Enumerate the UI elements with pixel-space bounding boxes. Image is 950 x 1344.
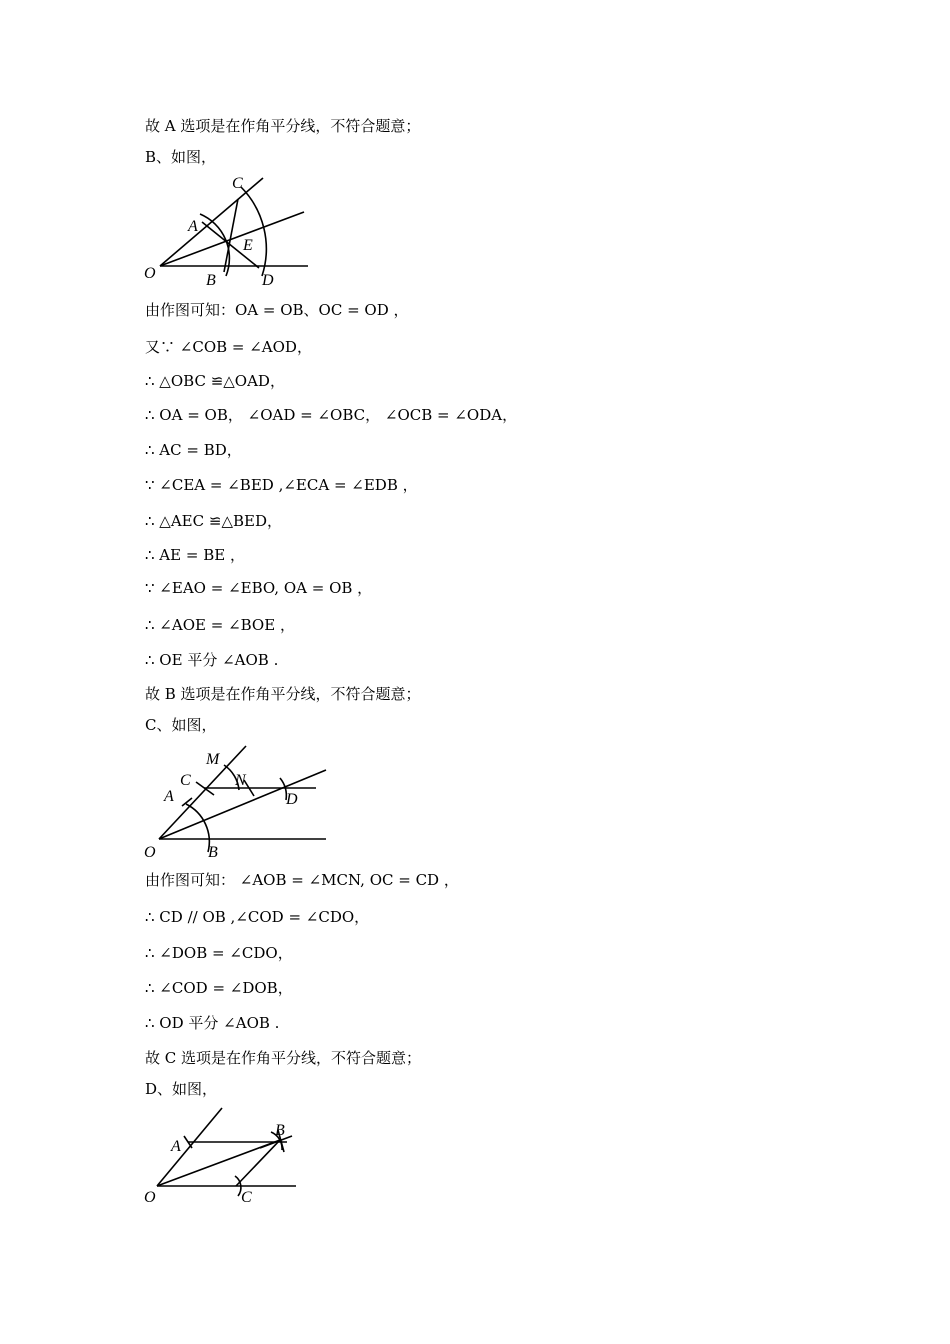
text-line-18: ∴ ∠DOB = ∠CDO， <box>145 944 293 962</box>
ray-oe <box>160 212 304 266</box>
text-line-10: ∴ AE = BE ， <box>145 546 245 564</box>
label-o: O <box>144 844 156 861</box>
label-b: B <box>275 1122 285 1139</box>
label-n: N <box>235 772 246 789</box>
text-line-11: ∵ ∠EAO = ∠EBO, OA = OB ， <box>145 579 373 597</box>
text-line-3: 由作图可知：OA = OB、OC = OD ， <box>145 301 409 319</box>
segment-bc <box>236 1140 280 1186</box>
text-line-22: D、如图， <box>145 1080 218 1098</box>
text-line-16: 由作图可知： ∠AOB = ∠MCN, OC = CD ， <box>145 871 459 889</box>
label-a: A <box>188 218 198 235</box>
label-c: C <box>241 1189 252 1206</box>
label-b: B <box>206 272 216 289</box>
figure-c <box>140 740 340 865</box>
text-line-14: 故 B 选项是在作角平分线，不符合题意； <box>145 685 421 703</box>
label-a: A <box>171 1138 181 1155</box>
label-a: A <box>164 788 174 805</box>
text-line-2: B、如图， <box>145 148 217 166</box>
label-o: O <box>144 1189 156 1206</box>
label-e: E <box>243 237 253 254</box>
figure-b <box>140 172 320 292</box>
text-line-15: C、如图， <box>145 716 217 734</box>
text-line-5: ∴ △OBC ≌△OAD， <box>145 372 285 390</box>
label-d: D <box>262 272 274 289</box>
text-line-21: 故 C 选项是在作角平分线，不符合题意； <box>145 1049 422 1067</box>
text-line-13: ∴ OE 平分 ∠AOB . <box>145 651 279 669</box>
label-d: D <box>286 791 298 808</box>
text-line-4: 又∵ ∠COB = ∠AOD， <box>145 338 312 356</box>
text-line-8: ∵ ∠CEA = ∠BED ,∠ECA = ∠EDB ， <box>145 476 418 494</box>
text-line-9: ∴ △AEC ≌△BED， <box>145 512 282 530</box>
figure-d <box>140 1102 310 1212</box>
text-line-7: ∴ AC = BD， <box>145 441 242 459</box>
arc-ab <box>186 804 209 852</box>
label-b: B <box>208 844 218 861</box>
text-line-12: ∴ ∠AOE = ∠BOE ， <box>145 616 295 634</box>
text-line-19: ∴ ∠COD = ∠DOB， <box>145 979 293 997</box>
text-line-20: ∴ OD 平分 ∠AOB . <box>145 1014 280 1032</box>
label-o: O <box>144 265 156 282</box>
text-line-6: ∴ OA = OB， ∠OAD = ∠OBC， ∠OCB = ∠ODA， <box>145 406 518 424</box>
label-m: M <box>206 751 220 768</box>
text-line-1: 故 A 选项是在作角平分线，不符合题意； <box>145 117 421 135</box>
label-c: C <box>180 772 191 789</box>
label-c: C <box>232 175 243 192</box>
text-line-17: ∴ CD // OB ,∠COD = ∠CDO， <box>145 908 370 926</box>
